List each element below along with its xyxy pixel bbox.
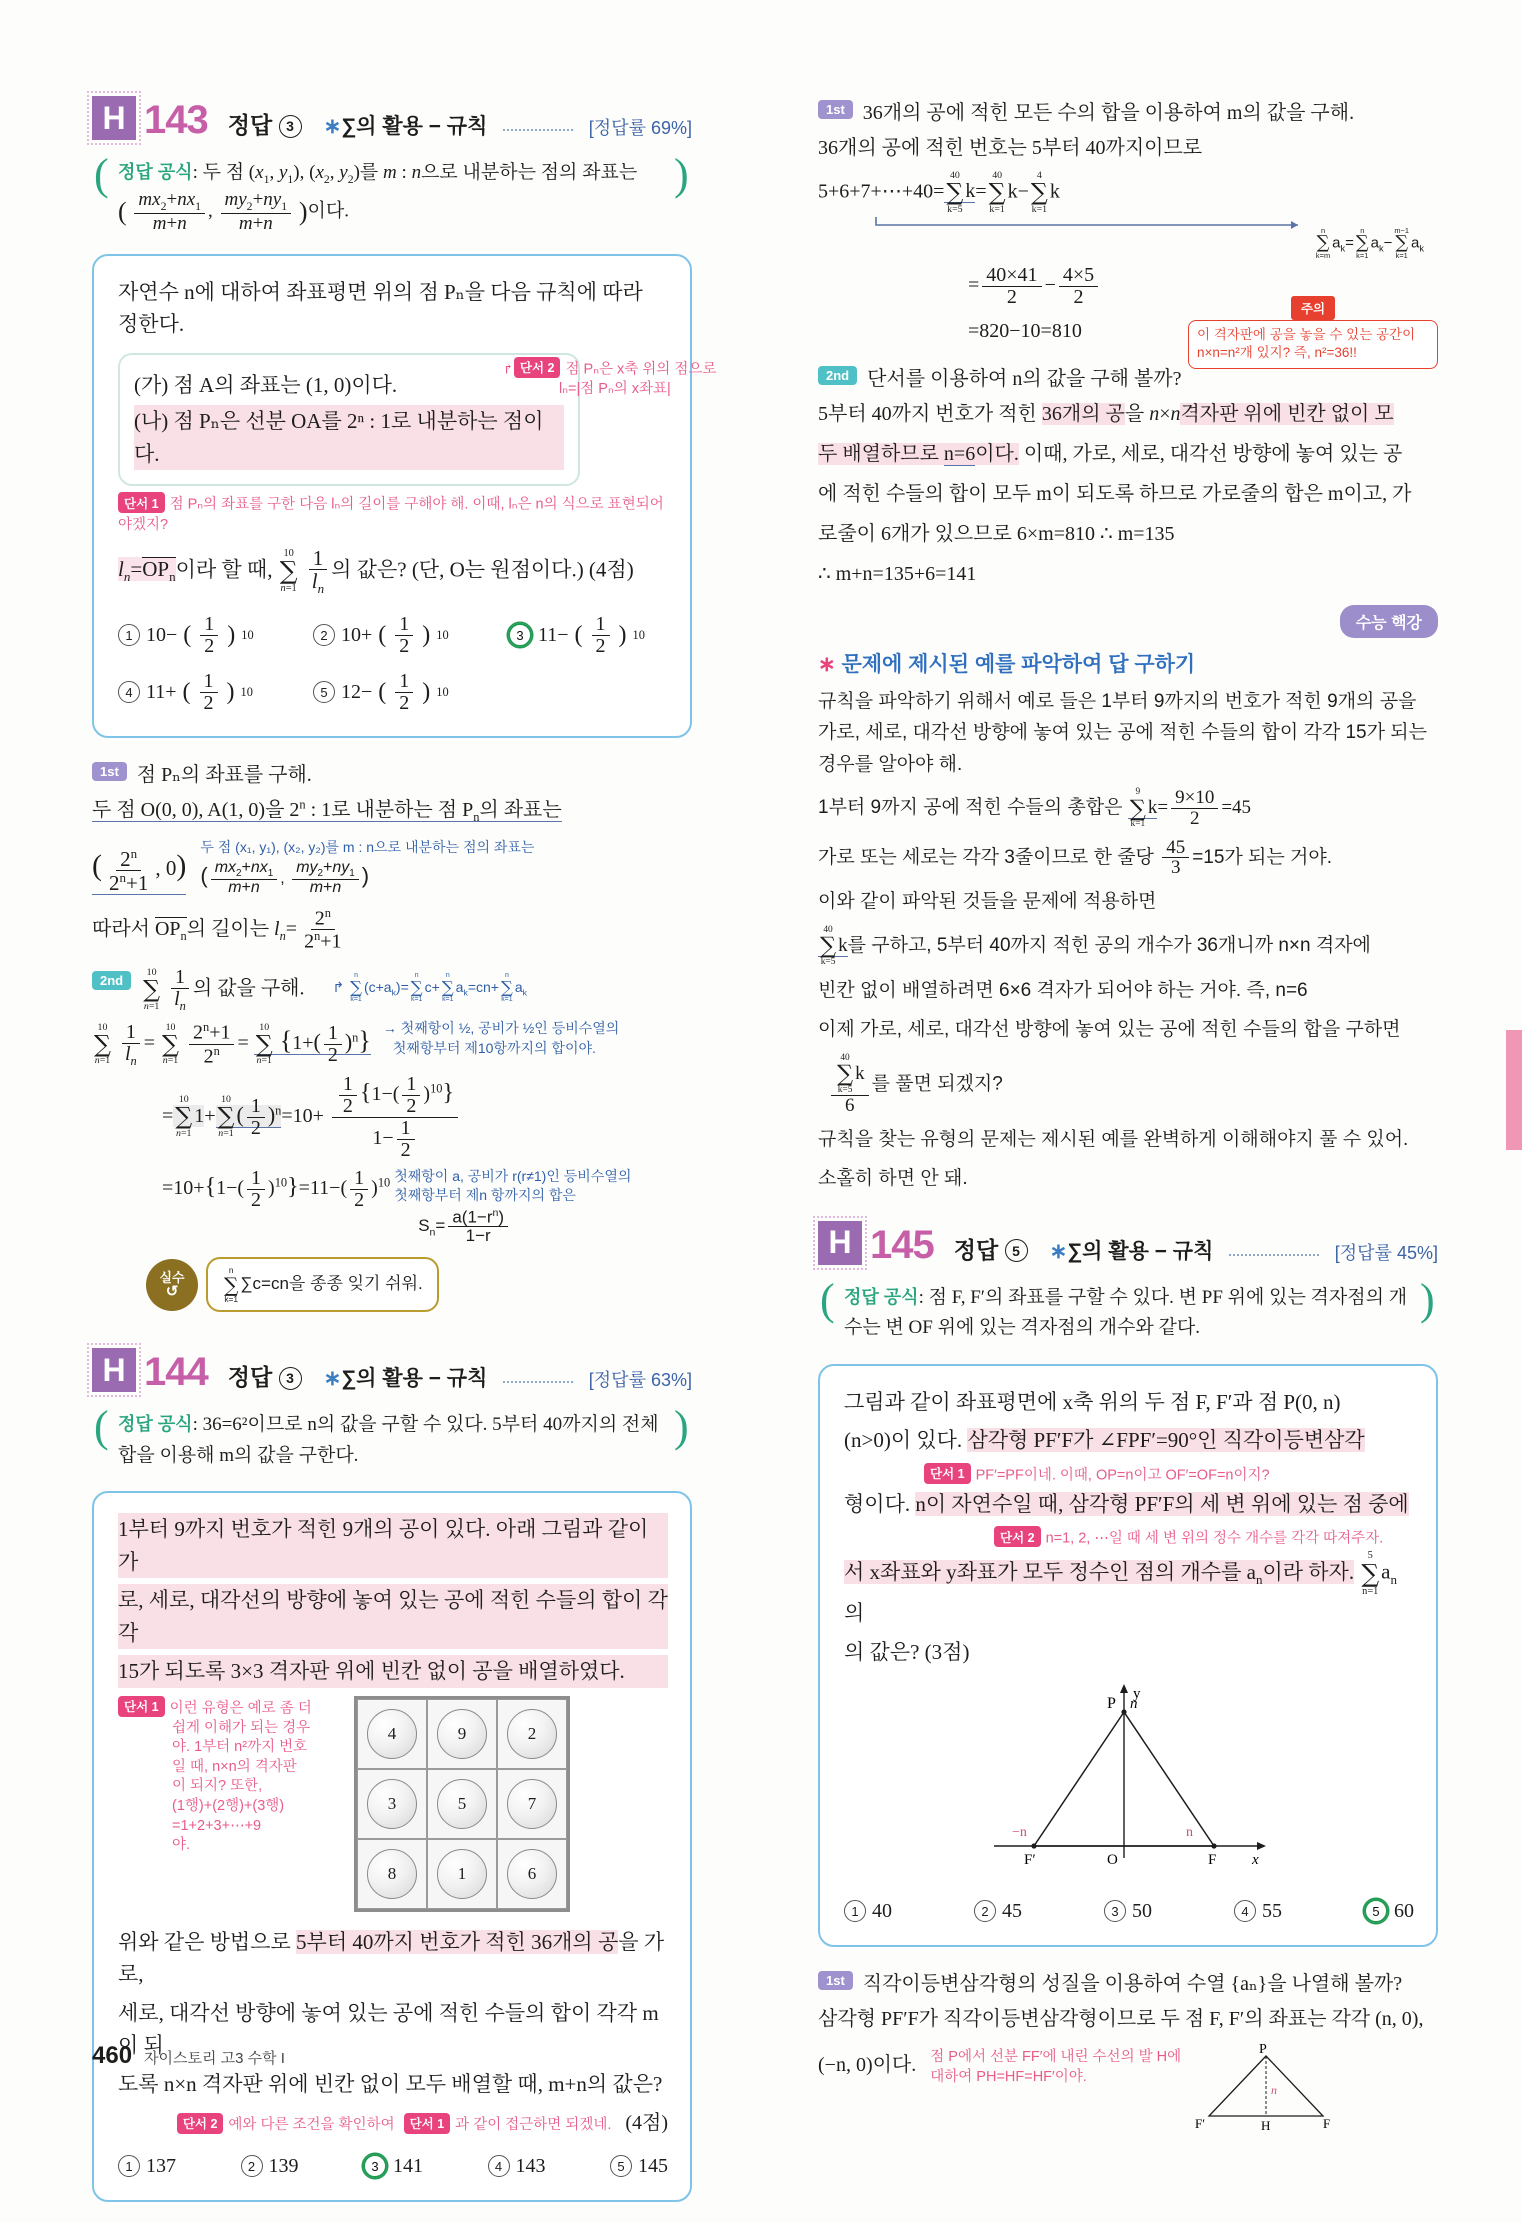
- svg-text:−n: −n: [1012, 1825, 1027, 1841]
- hint2-row-144: 단서 2 예와 다른 조건을 확인하여 단서 1 과 같이 접근하면 되겠네. (4점): [118, 2106, 668, 2136]
- problem-badge-letter: H: [92, 96, 136, 140]
- hint-tag-ref: 단서 1: [404, 2113, 451, 2134]
- jui-text: 이 격자판에 공을 놓을 수 있는 공간이 n×n=n²개 있지? 즉, n²=36!!: [1188, 320, 1438, 368]
- stem-line-5: 의 값은? (3점): [844, 1639, 970, 1664]
- hint1-line: 쉽게 이해가 되는 경우: [172, 1719, 311, 1736]
- haekgang-title: ∗ 문제에 제시된 예를 파악하여 답 구하기: [818, 653, 1196, 677]
- problem-143: [92, 96, 717, 1312]
- step-text: 36개의 공에 적힌 모든 수의 합을 이용하여 m의 값을 구해.: [862, 102, 1355, 124]
- condition-b: (나) 점 Pₙ은 선분 OA를 2ⁿ : 1로 내분하는 점이다.: [134, 405, 564, 470]
- sigma-range-note: n ∑ k=m $a_k=$ n ∑ k=1 $a_k-$ m−1 ∑ k=1 $a_k$: [1315, 225, 1424, 260]
- problem-145: [818, 1221, 1438, 2134]
- hint1-row-145: 단서 1 PF′=PF이네. 이때, OP=n이고 OF′=OF=n이지?: [924, 1463, 1414, 1486]
- sol-143-final: =10+{1−( $\frac{1}{2}$ )$^{10}$}=11−( $\frac{1}{2}$ )$^{10}$ 첫째항이 a, 공비가 r(r≠1)인 등비수열의 첫째항부터 제n 항까지의 합은 $S_n=$ $\frac{a(1-r^n)}{1-r}$: [162, 1166, 632, 1246]
- haek-p8: 40 ∑ k=5 k 6 를 풀면 되겠지?: [828, 1054, 1438, 1116]
- jui-badge: 주의: [1291, 296, 1335, 320]
- step-text: 10 ∑ n=1 $\frac{1}{l_n}$ 의 값을 구해.: [143, 966, 305, 1014]
- answer-value: 3: [279, 115, 302, 138]
- choice-4[interactable]: 4 11+ ( $\frac{1}{2}$ ) 10: [118, 671, 313, 714]
- bracket-left-icon: (: [94, 150, 109, 199]
- grid-cell: [497, 1769, 567, 1839]
- svg-text:F: F: [1323, 2116, 1331, 2132]
- step-2nd-143: [92, 967, 692, 1013]
- silsu-badge-icon: 실수 ↺: [146, 1259, 198, 1311]
- right-line-1: 36개의 공에 적힌 번호는 5부터 40까지이므로: [818, 137, 1203, 159]
- problem-number: 145: [870, 1222, 934, 1267]
- hint1-block: 단서 1 이런 유형은 예로 좀 더 쉽게 이해가 되는 경우 야. 1부터 n²까지 번호 일 때, n×n의 격자판 이 되지? 또한, (1행)+(2행)+(3행) =1+2+3+⋯+9 야.: [118, 1696, 328, 1912]
- svg-text:P: P: [1107, 1695, 1116, 1713]
- step-badge: 1st: [92, 762, 127, 781]
- sol-143-expand: = 10 ∑ n=1 1+ 10 ∑ n=1 ( $\frac{1}{2}$ )$^n$=10+ $\frac{1}{2}$ {1−( $\frac{1}{2}$ )$^{10}$} 1− $\frac{1}{2}$: [162, 1074, 692, 1161]
- stem-line-2: 로, 세로, 대각선의 방향에 놓여 있는 공에 적힌 수들의 합이 각각: [118, 1584, 668, 1649]
- bracket-right-icon: ): [674, 150, 689, 199]
- correct-rate: [정답률 63%]: [588, 1370, 692, 1391]
- ball: 8: [367, 1849, 417, 1899]
- ball: 7: [507, 1779, 557, 1829]
- haek-p9: 규칙을 찾는 유형의 문제는 제시된 예를 완벽하게 이해해야지 풀 수 있어.: [818, 1129, 1409, 1151]
- grid-cell: [357, 1699, 427, 1769]
- hint-tag: 단서 2: [514, 357, 561, 378]
- jui-callout: [1188, 296, 1438, 368]
- svg-text:n: n: [1130, 1696, 1138, 1713]
- hint1-text: 점 Pₙ의 좌표를 구한 다음 lₙ의 길이를 구해야 해. 이때, lₙ은 n의 식으로 표현되어야겠지?: [118, 496, 664, 533]
- sigma-property-note: ↱ n ∑ k=1 $(c+a_k)=$ n ∑ k=1 c+ n ∑ k=1 $a_k=cn+$ n ∑ k=1 $a_k$: [332, 972, 527, 1003]
- bracket-right-icon: ): [1420, 1274, 1435, 1324]
- grid-cell: [427, 1699, 497, 1769]
- problem-topic: ∗∑의 활용 − 규칙: [1049, 1239, 1214, 1263]
- grid-cell: [427, 1769, 497, 1839]
- choice-1[interactable]: 1 10− ( $\frac{1}{2}$ ) 10: [118, 614, 313, 657]
- problem-number: 144: [144, 1350, 208, 1395]
- stem-line-1: 그림과 같이 좌표평면에 x축 위의 두 점 F, F′과 점 P(0, n): [844, 1389, 1341, 1414]
- svg-text:n: n: [1271, 2083, 1278, 2098]
- hint1-line: 이 되지? 또한,: [172, 1778, 263, 1795]
- haek-p7: 이제 가로, 세로, 대각선 방향에 놓여 있는 공에 적힌 수들의 합을 구하면: [818, 1019, 1401, 1041]
- sol-145-line1: 삼각형 PF′F가 직각이등변삼각형이므로 두 점 F, F′의 좌표는 각각 (n, 0),: [818, 2008, 1424, 2031]
- haek-p4: 이와 같이 파악된 것들을 문제에 적용하면: [818, 891, 1157, 913]
- step-1st-143: [92, 758, 692, 787]
- hint1-line: =1+2+3+⋯+9: [172, 1817, 262, 1834]
- problem-badge-letter: H: [92, 1348, 136, 1392]
- haek-p3: 가로 또는 세로는 각각 3줄이므로 한 줄당 $\frac{45}{3}$ =15가 되는 거야.: [818, 836, 1333, 879]
- right-eq-1: 5+6+7+⋯+40= 40 ∑ k=5 k= 40 ∑ k=1 k− 4 ∑ k=1 k: [818, 170, 1060, 215]
- answer-label: 정답 3: [228, 1359, 302, 1392]
- dot-leader: [503, 1380, 572, 1383]
- choice-3[interactable]: 3 50: [1104, 1899, 1152, 1923]
- ball: 3: [367, 1779, 417, 1829]
- sol-143-note1: 두 점 (x₁, y₁), (x₂, y₂)를 m : n으로 내분하는 점의 좌표는 ( $\frac{mx_2+nx_1}{m+n}$ , $\frac{my_2+ny_1}{m+n}$ ): [200, 839, 535, 897]
- haek-p10: 소홀히 하면 안 돼.: [818, 1168, 968, 1190]
- answer-label: 정답 5: [954, 1232, 1028, 1265]
- problem-143-choices: [118, 614, 668, 714]
- step-badge: 2nd: [92, 971, 131, 990]
- problem-144-choices: [118, 2154, 668, 2178]
- haekgang-section: [818, 648, 1438, 1195]
- formula-text: 36=6²이므로 n의 값을 구할 수 있다. 5부터 40까지의 전체 합을 이용해 m의 값을 구한다.: [118, 1414, 659, 1466]
- hint2-row-145: 단서 2 n=1, 2, ⋯일 때 세 변 위의 정수 개수를 각각 따져주자.: [994, 1526, 1414, 1549]
- triangle-figure-145: [1191, 2042, 1341, 2134]
- svg-text:F: F: [1208, 1852, 1217, 1869]
- choice-3[interactable]: 3 141: [363, 2154, 423, 2178]
- problem-number: 143: [144, 98, 208, 142]
- haek-p1: 규칙을 파악하기 위해서 예로 들은 1부터 9까지의 번호가 적힌 9개의 공을 가로, 세로, 대각선 방향에 놓여 있는 공에 적힌 수들의 합이 각각 15가 되는 경우를 알아야 해.: [818, 691, 1427, 775]
- sol-145-row2: [818, 2042, 1438, 2134]
- choice-5[interactable]: 5 12− ( $\frac{1}{2}$ ) 10: [313, 671, 449, 714]
- right-eq-3: =820−10=810: [968, 320, 1082, 343]
- step-1st-144: [818, 96, 1438, 125]
- right-body-3: 에 적힌 수들의 합이 모두 m이 되도록 하므로 가로줄의 합은 m이고, 가: [818, 483, 1412, 506]
- ball: 6: [507, 1849, 557, 1899]
- hint-tag: 단서 1: [118, 1696, 165, 1717]
- stem2-line-3: 도록 n×n 격자판 위에 빈칸 없이 모두 배열할 때, m+n의 값은?: [118, 2071, 663, 2096]
- choice-4[interactable]: 4 143: [488, 2154, 546, 2178]
- formula-label: 정답 공식: [118, 162, 193, 182]
- svg-text:x: x: [1252, 1852, 1259, 1869]
- problem-topic: ∗∑의 활용 − 규칙: [323, 1367, 488, 1391]
- hint-tag: 단서 2: [177, 2113, 224, 2134]
- geometric-note-1: → 첫째항이 ½, 공비가 ½인 등비수열의 첫째항부터 제10항까지의 합이야.: [382, 1020, 620, 1056]
- choice-2[interactable]: 2 10+ ( $\frac{1}{2}$ ) 10: [313, 614, 508, 657]
- correct-rate: [정답률 69%]: [588, 118, 692, 138]
- right-column: [818, 96, 1438, 2134]
- problem-145-header: [818, 1221, 1438, 1265]
- correct-rate: [정답률 45%]: [1334, 1242, 1438, 1263]
- silsu-callout: [146, 1257, 692, 1312]
- problem-145-choices: [844, 1899, 1414, 1923]
- choice-3[interactable]: 3 11− ( $\frac{1}{2}$ ) 10: [508, 614, 645, 657]
- condition-a: (가) 점 A의 좌표는 (1, 0)이다.: [134, 372, 398, 397]
- stem-line-4: 서 x좌표와 y좌표가 모두 정수인 점의 개수를 $a_n$이라 하자. 5 ∑ n=1 $a_n$의: [844, 1550, 1397, 1625]
- problem-topic: ∗∑의 활용 − 규칙: [323, 115, 488, 138]
- book-title: 자이스토리 고3 수학 I: [144, 2050, 285, 2067]
- answer-formula-145: ( ) 정답 공식: 점 F, F′의 좌표를 구할 수 있다. 변 PF 위에 있는 격자점의 개수는 변 OF 위에 있는 격자점의 개수와 같다.: [818, 1279, 1438, 1348]
- choice-4[interactable]: 4 55: [1234, 1899, 1282, 1923]
- svg-text:H: H: [1261, 2118, 1271, 2134]
- hint2-callout: ↱ 단서 2 점 Pₙ은 x축 위의 점으로 lₙ=|점 Pₙ의 x좌표|: [503, 357, 723, 400]
- step-text: 점 Pₙ의 좌표를 구해.: [136, 763, 312, 786]
- hint1-row: [118, 492, 668, 535]
- choice-1[interactable]: 1 40: [844, 1899, 892, 1923]
- stem-line-2: (n>0)이 있다. 삼각형 PF′F가 ∠FPF′=90°인 직각이등변삼각: [844, 1428, 1365, 1453]
- hint1-line: 야.: [172, 1837, 191, 1854]
- stem-line-1: 1부터 9까지 번호가 적힌 9개의 공이 있다. 아래 그림과 같이 가: [118, 1513, 668, 1578]
- formula-text: 점 F, F′의 좌표를 구할 수 있다. 변 PF 위에 있는 격자점의 개수는 변 OF 위에 있는 격자점의 개수와 같다.: [844, 1286, 1408, 1339]
- svg-text:P: P: [1259, 2042, 1267, 2058]
- geometric-note-2: 첫째항이 a, 공비가 r(r≠1)인 등비수열의 첫째항부터 제n 항까지의 합은 $S_n=$ $\frac{a(1-r^n)}{1-r}$: [394, 1167, 632, 1246]
- hint-tag: 단서 1: [118, 492, 165, 513]
- svg-text:y: y: [1133, 1686, 1141, 1703]
- svg-text:F′: F′: [1024, 1852, 1036, 1869]
- answer-label: 정답 3: [228, 107, 302, 140]
- svg-text:n: n: [1186, 1825, 1193, 1841]
- hint2-line2: lₙ=|점 Pₙ의 x좌표|: [559, 380, 671, 397]
- sol-143-line1: 두 점 O(0, 0), A(1, 0)을 2$^n$ : 1로 내분하는 점 $P_n$의 좌표는: [92, 797, 562, 824]
- figure-row-144: [118, 1696, 668, 1912]
- grid-cell: [427, 1839, 497, 1909]
- step-badge: 1st: [818, 100, 853, 119]
- step-text: 단서를 이용하여 n의 값을 구해 볼까?: [867, 368, 1182, 391]
- step-1st-145: [818, 1967, 1438, 1996]
- arrow-icon: [868, 215, 1428, 245]
- hint-tag: 단서 1: [924, 1463, 971, 1484]
- ball: 9: [437, 1709, 487, 1759]
- problem-143-stem: 자연수 n에 대하여 좌표평면 위의 점 Pₙ을 다음 규칙에 따라 정한다.: [118, 279, 643, 337]
- answer-value: 5: [1005, 1239, 1028, 1262]
- grid-cell: [497, 1839, 567, 1909]
- right-eq-2: = $\frac{40\times 41}{2}$ − $\frac{4\times 5}{2}$: [968, 265, 1438, 308]
- problem-143-header: [92, 96, 692, 140]
- stem2-line-1: 위와 같은 방법으로 5부터 40까지 번호가 적힌 36개의 공을 가로,: [118, 1929, 665, 1987]
- step-badge: 1st: [818, 1971, 853, 1990]
- choice-5[interactable]: 5 60: [1364, 1899, 1414, 1923]
- magic-square-figure: [354, 1696, 570, 1912]
- answer-formula-144: ( ) 정답 공식: 36=6²이므로 n의 값을 구할 수 있다. 5부터 40까지의 전체 합을 이용해 m의 값을 구한다.: [92, 1406, 692, 1475]
- formula-label: 정답 공식: [844, 1286, 919, 1307]
- problem-143-box: [92, 254, 717, 738]
- sol-143-line2: 따라서 $OP_n$의 길이는 $l_n=$ $\frac{2^n}{2^n+1}$: [92, 905, 342, 954]
- sol-143-sum-line: 10 ∑ n=1 $\frac{1}{l_n}$ = 10 ∑ n=1 $\frac{2^n+1}{2^n}$ = 10 ∑ n=1 {1+( $\frac{1}{2}$ )$^n$} → 첫째항이 ½, 공비가 ½인 등비수열의 첫째항부터 제10항까지의 합이야.: [94, 1020, 620, 1068]
- hint1-line: 야. 1부터 n²까지 번호: [172, 1739, 308, 1756]
- step-text: 직각이등변삼각형의 성질을 이용하여 수열 {aₙ}을 나열해 볼까?: [862, 1973, 1403, 1996]
- choice-5[interactable]: 5 145: [610, 2154, 668, 2178]
- coordinate-svg: [964, 1678, 1294, 1893]
- answer-value: 3: [279, 1367, 302, 1390]
- haek-p6: 빈칸 없이 배열하려면 6×6 격자가 되어야 하는 거야. 즉, n=6: [818, 980, 1308, 1002]
- haek-p5: 40 ∑ k=5 k를 구하고, 5부터 40까지 적힌 공의 개수가 36개니까 n×n 격자에: [820, 924, 1371, 967]
- hint-tag: 단서 2: [994, 1526, 1041, 1547]
- problem-143-question: $l_n=OP_n$이라 할 때, 10 ∑ n=1 $\frac{1}{l_n}$ 의 값은? (단, O는 원점이다.) (4점): [118, 546, 634, 597]
- left-column: [92, 96, 717, 2222]
- choice-2[interactable]: 2 139: [241, 2154, 299, 2178]
- problem-badge-letter: H: [818, 1221, 862, 1265]
- page-edge-marker: [1506, 1030, 1522, 1150]
- problem-145-box: [818, 1364, 1438, 1948]
- right-body-4: 로줄이 6개가 있으므로 6×m=810 ∴ m=135: [818, 523, 1175, 546]
- right-eq-3-row: [818, 302, 1438, 361]
- right-body-5: ∴ m+n=135+6=141: [818, 563, 977, 586]
- sol-145-note: 점 P에서 선분 FF′에 내린 수선의 발 H에 대하여 PH=HF=HF′이야.: [930, 2049, 1182, 2085]
- ball: 1: [437, 1849, 487, 1899]
- svg-text:O: O: [1107, 1852, 1118, 1869]
- choice-1[interactable]: 1 137: [118, 2154, 176, 2178]
- suneung-tag-row: [818, 605, 1438, 638]
- svg-text:F′: F′: [1195, 2116, 1206, 2132]
- points-label: (4점): [625, 2112, 668, 2135]
- triangle-svg: [1191, 2042, 1341, 2134]
- step-badge: 2nd: [818, 366, 857, 385]
- ball: 2: [507, 1709, 557, 1759]
- ball: 4: [367, 1709, 417, 1759]
- right-body-1: 5부터 40까지 번호가 적힌 36개의 공을 n×n격자판 위에 빈칸 없이 모: [818, 403, 1394, 426]
- sol-145-line2: (−n, 0)이다.: [818, 2054, 917, 2077]
- hint1-line: (1행)+(2행)+(3행): [172, 1798, 285, 1815]
- problem-144-box: [92, 1491, 692, 2202]
- bracket-left-icon: (: [820, 1274, 835, 1324]
- formula-label: 정답 공식: [118, 1414, 193, 1435]
- sol-143-coord-row: ( $\frac{2^n}{2^n+1}$ , 0) 두 점 (x₁, y₁), (x₂, y₂)를 m : n으로 내분하는 점의 좌표는 ( $\frac{mx_2+nx_1}{m+n}$ , $\frac{my_2+ny_1}{m+n}$ ): [92, 839, 535, 897]
- coordinate-figure-145: [964, 1678, 1294, 1893]
- haek-p2: 1부터 9까지 공에 적힌 수들의 총합은 9 ∑ k=1 k= $\frac{9\times 10}{2}$ =45: [818, 787, 1252, 830]
- grid-cell: [357, 1769, 427, 1839]
- ball: 5: [437, 1779, 487, 1829]
- bracket-right-icon: ): [674, 1402, 689, 1452]
- stem-line-3: 15가 되도록 3×3 격자판 위에 빈칸 없이 공을 배열하였다.: [118, 1655, 668, 1688]
- stem-line-3: 형이다. n이 자연수일 때, 삼각형 PF′F의 세 변 위에 있는 점 중에: [844, 1491, 1409, 1516]
- answer-formula-143: ( ) 정답 공식: 두 점 ($x_1$, $y_1$), ($x_2$, $y_2$)를 m : n으로 내분하는 점의 좌표는 ( $\frac{mx_2+nx_1}{m+n}$ , $\frac{my_2+ny_1}{m+n}$ )이다.: [92, 154, 692, 238]
- stem2-line-2: 세로, 대각선 방향에 놓여 있는 공에 적힌 수들의 합이 각각 m이 되: [118, 2000, 659, 2058]
- silsu-text: n ∑ k=1 ∑c=cn을 종종 잊기 쉬워.: [206, 1257, 439, 1312]
- right-body-2: 두 배열하므로 n=6이다. 이때, 가로, 세로, 대각선 방향에 놓여 있는 공: [818, 443, 1403, 466]
- bracket-left-icon: (: [94, 1402, 109, 1452]
- problem-144: [92, 1348, 692, 2202]
- page-number: 460: [92, 2042, 133, 2069]
- hint1-line: 일 때, n×n의 격자판: [172, 1758, 297, 1775]
- suneung-haekgang-badge: 수능 핵강: [1340, 605, 1438, 638]
- dot-leader: [1229, 1253, 1318, 1256]
- choice-2[interactable]: 2 45: [974, 1899, 1022, 1923]
- page-footer: [92, 2042, 285, 2070]
- grid-cell: [357, 1839, 427, 1909]
- problem-144-header: [92, 1348, 692, 1395]
- grid-cell: [497, 1699, 567, 1769]
- dot-leader: [503, 128, 572, 131]
